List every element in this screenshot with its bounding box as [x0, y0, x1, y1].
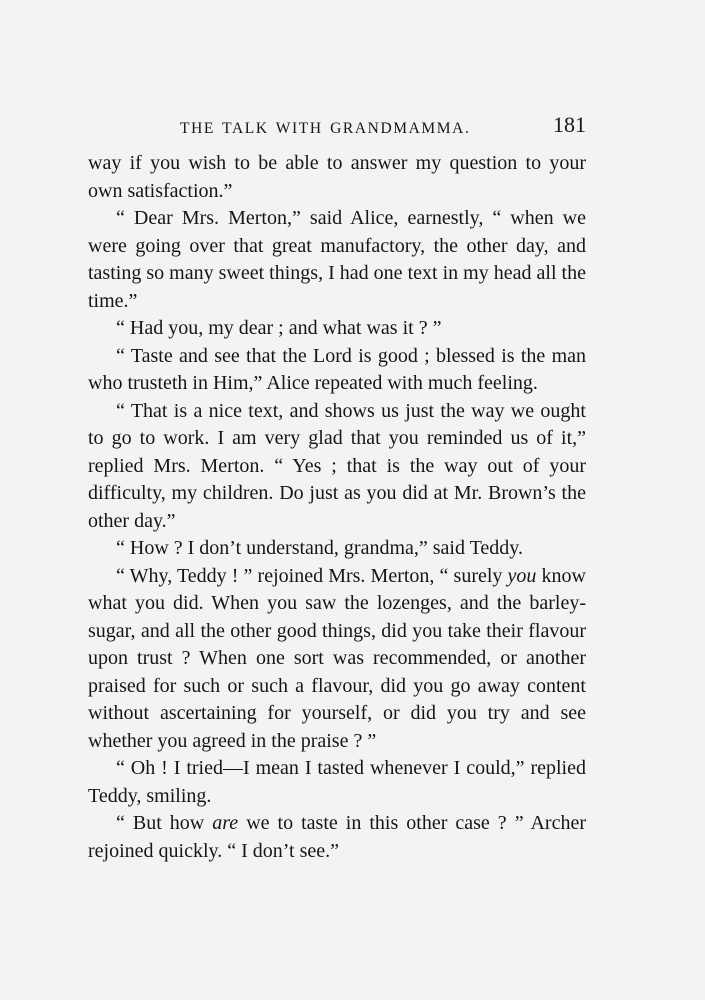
running-head: THE TALK WITH GRANDMAMMA.	[180, 120, 471, 137]
paragraph: “ Had you, my dear ; and what was it ? ”	[116, 317, 442, 339]
text-run: “ Why, Teddy ! ” rejoined Mrs. Merton, “ surely	[116, 564, 508, 587]
text-run: we to taste in this other case ? ” Archer rejoined quickly. “ I don’t see.”	[88, 812, 586, 862]
paragraph: “ That is a nice text, and shows us just the way we ought to go to work. I am very glad that you reminded us of it,” replied Mrs. Merton. “ Yes ; that is the way out of your difficulty, my children. Do just as you did at Mr. Brown’s the other day.”	[88, 399, 586, 532]
paragraph-continuation: way if you wish to be able to answer my question to your own satisfaction.”	[88, 152, 586, 202]
paragraph	[88, 563, 586, 756]
page-number: 181	[553, 112, 586, 137]
emphasis: are	[212, 812, 239, 834]
paragraph: “ Dear Mrs. Merton,” said Alice, earnestly, “ when we were going over that great manufactory, the other day, and tasting so many sweet things, I had one text in my head all the time.”	[88, 207, 586, 312]
text-run: know what you did. When you saw the lozenges, and the barley-sugar, and all the other good things, did you take their flavour upon trust ? When one sort was recommended, or another praised for such or such a flavour, did you go away content without ascertaining for yourself, or did you try and see whether you agreed in the praise ? ”	[88, 564, 586, 752]
body-text	[88, 150, 586, 865]
page-header	[88, 112, 586, 144]
paragraph: “ Oh ! I tried—I mean I tasted whenever I could,” replied Teddy, smiling.	[88, 757, 586, 807]
emphasis: you	[507, 564, 537, 587]
text-run: “ But how	[116, 812, 213, 834]
paragraph	[88, 810, 586, 865]
paragraph: “ Taste and see that the Lord is good ; blessed is the man who trusteth in Him,” Alice repeated with much feeling.	[88, 344, 586, 394]
paragraph: “ How ? I don’t understand, grandma,” said Teddy.	[116, 537, 524, 559]
